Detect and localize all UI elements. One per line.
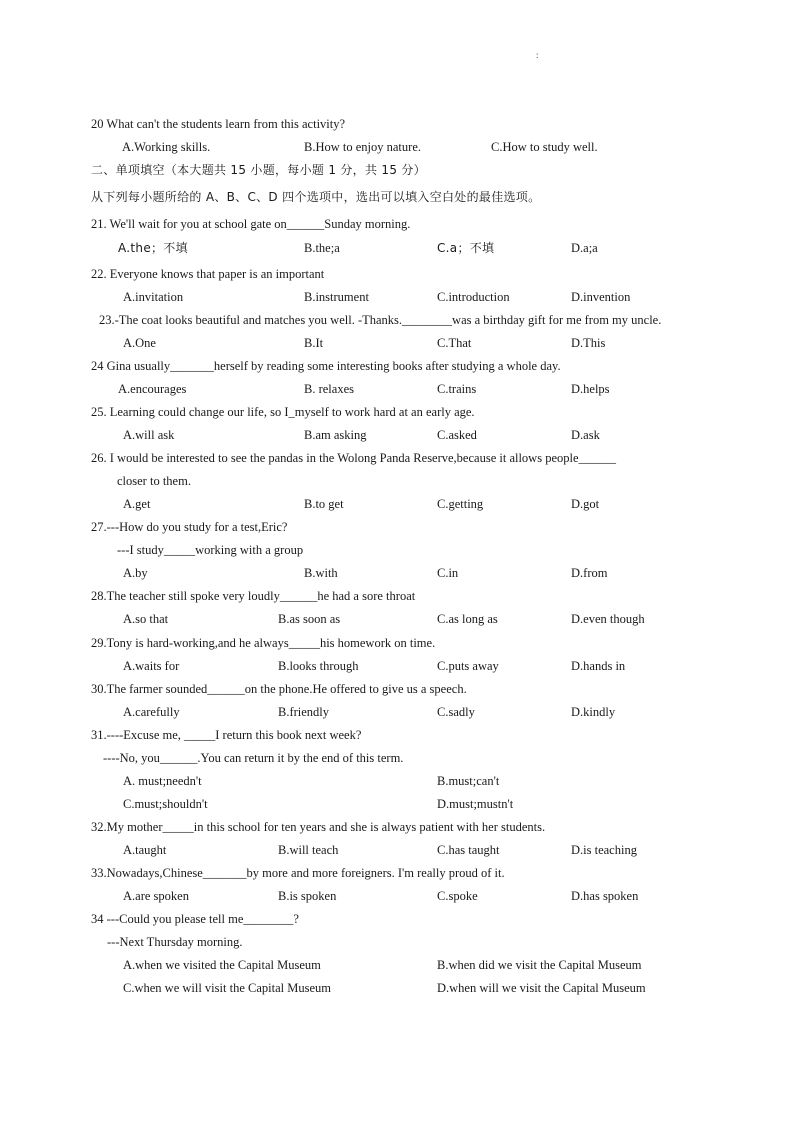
q34-option-d: D.when will we visit the Capital Museum <box>437 981 646 995</box>
q24-option-c: C.trains <box>437 382 477 396</box>
page-marker: : <box>536 50 539 60</box>
q32-option-a: A.taught <box>123 843 167 857</box>
q26-option-b: B.to get <box>304 497 344 511</box>
question-27-reply: ---I study_____working with a group <box>117 543 304 557</box>
q27-option-d: D.from <box>571 566 608 580</box>
q20-option-b: B.How to enjoy nature. <box>304 140 421 154</box>
question-34-stem: 34 ---Could you please tell me________? <box>91 912 299 926</box>
q30-option-b: B.friendly <box>278 705 330 719</box>
q34-option-a: A.when we visited the Capital Museum <box>123 958 321 972</box>
q23-option-c: C.That <box>437 336 472 350</box>
question-31-reply: ----No, you______.You can return it by the end of this term. <box>103 751 404 765</box>
q21-option-d: D.a;a <box>571 241 598 255</box>
question-23-stem: 23.-The coat looks beautiful and matches you well. -Thanks.________was a birthday gift for me from my uncle. <box>99 313 662 327</box>
question-22-stem: 22. Everyone knows that paper is an important <box>91 267 325 281</box>
q24-option-a: A.encourages <box>118 382 187 396</box>
q31-option-d: D.must;mustn't <box>437 797 514 811</box>
q30-option-a: A.carefully <box>123 705 180 719</box>
q31-option-c: C.must;shouldn't <box>123 797 208 811</box>
question-27-stem: 27.---How do you study for a test,Eric? <box>91 520 288 534</box>
q21-option-a: A.the；不填 <box>118 241 188 255</box>
question-21-stem: 21. We'll wait for you at school gate on______Sunday morning. <box>91 217 411 231</box>
q33-option-b: B.is spoken <box>278 889 337 903</box>
q28-option-d: D.even though <box>571 612 645 626</box>
q28-option-b: B.as soon as <box>278 612 341 626</box>
q23-option-a: A.One <box>123 336 156 350</box>
question-24-stem: 24 Gina usually_______herself by reading some interesting books after studying a whole day. <box>91 359 561 373</box>
q34-option-b: B.when did we visit the Capital Museum <box>437 958 642 972</box>
q32-option-b: B.will teach <box>278 843 339 857</box>
q25-option-d: D.ask <box>571 428 600 442</box>
q27-option-a: A.by <box>123 566 148 580</box>
q30-option-d: D.kindly <box>571 705 616 719</box>
q32-option-c: C.has taught <box>437 843 500 857</box>
q22-option-a: A.invitation <box>123 290 184 304</box>
q26-option-a: A.get <box>123 497 151 511</box>
q22-option-c: C.introduction <box>437 290 510 304</box>
q24-option-d: D.helps <box>571 382 610 396</box>
q32-option-d: D.is teaching <box>571 843 637 857</box>
q33-option-c: C.spoke <box>437 889 478 903</box>
question-26-stem-continued: closer to them. <box>117 474 191 488</box>
section-instruction: 从下列每小题所给的 A、B、C、D 四个选项中，选出可以填入空白处的最佳选项。 <box>91 190 541 204</box>
section-heading: 二、单项填空（本大题共 15 小题，每小题 1 分，共 15 分） <box>91 163 426 177</box>
question-29-stem: 29.Tony is hard-working,and he always_____his homework on time. <box>91 636 436 650</box>
question-20-stem: 20 What can't the students learn from this activity? <box>91 117 346 131</box>
question-28-stem: 28.The teacher still spoke very loudly______he had a sore throat <box>91 589 416 603</box>
q29-option-c: C.puts away <box>437 659 499 673</box>
q21-option-b: B.the;a <box>304 241 340 255</box>
question-30-stem: 30.The farmer sounded______on the phone.He offered to give us a speech. <box>91 682 467 696</box>
q29-option-a: A.waits for <box>123 659 180 673</box>
q20-option-c: C.How to study well. <box>491 140 598 154</box>
q26-option-d: D.got <box>571 497 600 511</box>
q25-option-a: A.will ask <box>123 428 175 442</box>
q25-option-b: B.am asking <box>304 428 367 442</box>
question-26-stem: 26. I would be interested to see the pandas in the Wolong Panda Reserve,because it allows people______ <box>91 451 617 465</box>
q31-option-b: B.must;can't <box>437 774 500 788</box>
q22-option-d: D.invention <box>571 290 631 304</box>
question-31-stem: 31.----Excuse me, _____I return this book next week? <box>91 728 362 742</box>
q34-option-c: C.when we will visit the Capital Museum <box>123 981 331 995</box>
q22-option-b: B.instrument <box>304 290 369 304</box>
q25-option-c: C.asked <box>437 428 477 442</box>
q30-option-c: C.sadly <box>437 705 475 719</box>
q21-option-c: C.a；不填 <box>437 241 495 255</box>
question-25-stem: 25. Learning could change our life, so I_myself to work hard at an early age. <box>91 405 475 419</box>
question-33-stem: 33.Nowadays,Chinese_______by more and more foreigners. I'm really proud of it. <box>91 866 505 880</box>
q29-option-b: B.looks through <box>278 659 359 673</box>
q28-option-a: A.so that <box>123 612 169 626</box>
q27-option-c: C.in <box>437 566 459 580</box>
question-34-reply: ---Next Thursday morning. <box>107 935 243 949</box>
q29-option-d: D.hands in <box>571 659 626 673</box>
q27-option-b: B.with <box>304 566 338 580</box>
q33-option-a: A.are spoken <box>123 889 189 903</box>
question-32-stem: 32.My mother_____in this school for ten years and she is always patient with her students. <box>91 820 546 834</box>
q23-option-b: B.It <box>304 336 324 350</box>
q31-option-a: A. must;needn't <box>123 774 202 788</box>
q26-option-c: C.getting <box>437 497 484 511</box>
q23-option-d: D.This <box>571 336 606 350</box>
q20-option-a: A.Working skills. <box>122 140 211 154</box>
q28-option-c: C.as long as <box>437 612 498 626</box>
q33-option-d: D.has spoken <box>571 889 639 903</box>
q24-option-b: B. relaxes <box>304 382 354 396</box>
